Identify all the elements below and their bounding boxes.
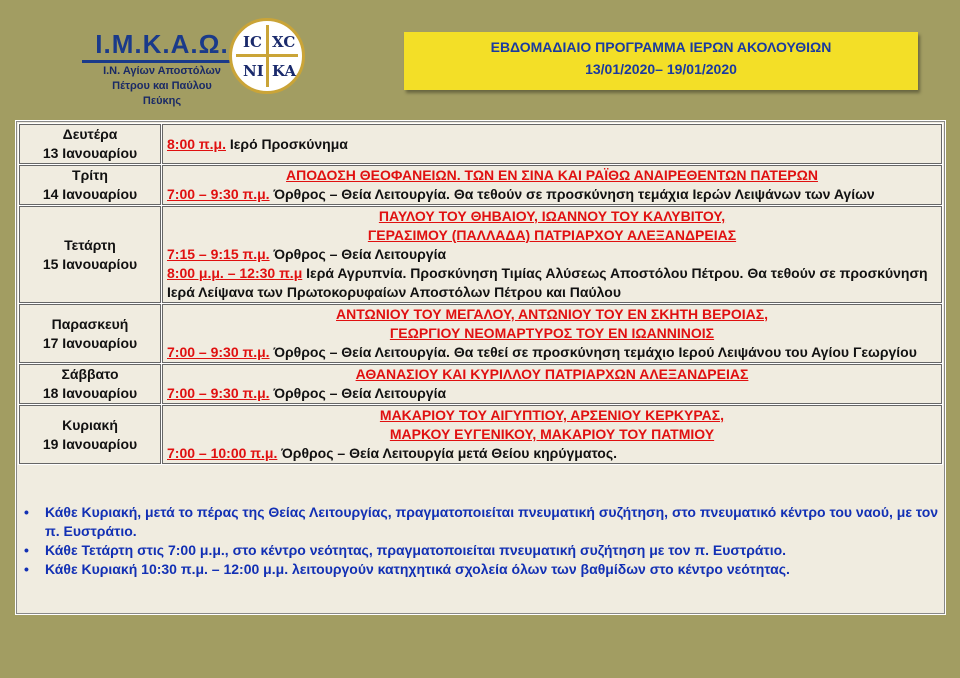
service-time: 8:00 μ.μ. – 12:30 π.μ	[167, 265, 303, 281]
day-date: 19 Ιανουαρίου	[42, 435, 138, 452]
emblem-xc: XC	[272, 33, 296, 51]
service-time: 7:00 – 9:30 π.μ.	[167, 186, 270, 202]
logo-subtitle-1: Ι.Ν. Αγίων Αποστόλων	[103, 65, 221, 77]
service-entry	[167, 444, 937, 463]
announcement-item: • Κάθε Τετάρτη στις 7:00 μ.μ., στο κέντρο νεότητας, πραγματοποιείται πνευματική συζήτηση με τον π. Ευστράτιο.	[19, 541, 939, 560]
day-date: 13 Ιανουαρίου	[42, 145, 138, 161]
table-row	[19, 304, 943, 364]
day-name: Τετάρτη	[64, 236, 116, 253]
service-text: Όρθρος – Θεία Λειτουργία	[269, 246, 447, 262]
logo-title: Ι.Μ.Κ.Α.Ω.	[82, 30, 242, 63]
service-text: Ιερά Αγρυπνία. Προσκύνηση Τιμίας Αλύσεως Αποστόλου Πέτρου. Θα τεθούν σε προσκύνηση Ιερά Λείψανα των Πρωτοκορυφαίων Αποστόλων Πέτρου και Παύλου	[167, 265, 928, 300]
service-entry	[167, 185, 937, 204]
day-name: Κυριακή	[62, 416, 118, 433]
day-name: Τρίτη	[72, 167, 108, 183]
feast-title: ΠΑΥΛΟΥ ΤΟΥ ΘΗΒΑΙΟΥ, ΙΩΑΝΝΟΥ ΤΟΥ ΚΑΛΥΒΙΤΟΥ,	[378, 208, 726, 224]
service-text: Όρθρος – Θεία Λειτουργία μετά Θείου κηρύγματος.	[277, 445, 618, 461]
table-row	[19, 165, 943, 206]
service-cell	[162, 405, 943, 465]
emblem-ni: NI	[243, 62, 264, 80]
service-entry	[167, 343, 937, 362]
day-cell	[19, 206, 162, 304]
day-date: 15 Ιανουαρίου	[42, 255, 138, 272]
feast-title: ΜΑΡΚΟΥ ΕΥΓΕΝΙΚΟΥ, ΜΑΚΑΡΙΟΥ ΤΟΥ ΠΑΤΜΙΟΥ	[389, 426, 715, 442]
table-row	[19, 124, 943, 165]
day-name: Δευτέρα	[62, 126, 118, 142]
christogram-emblem-icon	[229, 18, 305, 94]
feast-title: ΓΕΡΑΣΙΜΟΥ (ΠΑΛΛΑΔΑ) ΠΑΤΡΙΑΡΧΟΥ ΑΛΕΞΑΝΔΡΕΙΑΣ	[367, 227, 737, 243]
service-entry	[167, 135, 937, 154]
program-header	[404, 32, 918, 90]
service-text: Όρθρος – Θεία Λειτουργία. Θα τεθούν σε προσκύνηση τεμάχια Ιερών Λειψάνων των Αγίων	[269, 186, 875, 202]
service-text: Όρθρος – Θεία Λειτουργία	[269, 385, 447, 401]
logo-subtitle-2: Πέτρου και Παύλου	[112, 80, 212, 92]
schedule-panel	[15, 120, 946, 615]
announcements	[19, 503, 939, 579]
service-entry	[167, 384, 937, 403]
service-time: 7:00 – 9:30 π.μ.	[167, 344, 270, 360]
program-title: ΕΒΔΟΜΑΔΙΑΙΟ ΠΡΟΓΡΑΜΜΑ ΙΕΡΩΝ ΑΚΟΛΟΥΘΙΩΝ	[490, 39, 832, 55]
service-cell	[162, 124, 943, 165]
service-entry	[167, 264, 937, 302]
cross-horizontal	[236, 54, 298, 57]
emblem-ka: KA	[272, 62, 297, 80]
day-date: 18 Ιανουαρίου	[42, 385, 138, 401]
emblem-ic: IC	[243, 33, 262, 51]
service-cell	[162, 165, 943, 206]
day-cell	[19, 405, 162, 465]
logo-subtitle-3: Πεύκης	[142, 95, 182, 107]
service-time: 7:00 – 10:00 π.μ.	[167, 445, 278, 461]
service-time: 7:15 – 9:15 π.μ.	[167, 246, 270, 262]
church-logo	[82, 30, 242, 108]
announcement-item: • Κάθε Κυριακή 10:30 π.μ. – 12:00 μ.μ. λειτουργούν κατηχητικά σχολεία όλων των βαθμίδων στο κέντρο νεότητας.	[19, 560, 939, 579]
table-row	[19, 405, 943, 465]
service-cell	[162, 364, 943, 405]
day-name: Παρασκευή	[51, 315, 129, 332]
service-time: 8:00 π.μ.	[167, 135, 226, 152]
schedule-table	[18, 123, 943, 465]
feast-title: ΑΝΤΩΝΙΟΥ ΤΟΥ ΜΕΓΑΛΟΥ, ΑΝΤΩΝΙΟΥ ΤΟΥ ΕΝ ΣΚΗΤΗ ΒΕΡΟΙΑΣ,	[336, 306, 768, 322]
service-text: Όρθρος – Θεία Λειτουργία. Θα τεθεί σε προσκύνηση τεμάχιο Ιερού Λειψάνου του Αγίου Γεωργίου	[269, 344, 917, 360]
feast-title: ΓΕΩΡΓΙΟΥ ΝΕΟΜΑΡΤΥΡΟΣ ΤΟΥ ΕΝ ΙΩΑΝΝΙΝΟΙΣ	[389, 325, 715, 341]
feast-title: ΑΘΑΝΑΣΙΟΥ ΚΑΙ ΚΥΡΙΛΛΟΥ ΠΑΤΡΙΑΡΧΩΝ ΑΛΕΞΑΝΔΡΕΙΑΣ	[355, 366, 749, 382]
day-cell	[19, 304, 162, 364]
day-date: 17 Ιανουαρίου	[42, 334, 138, 351]
program-dates: 13/01/2020– 19/01/2020	[585, 61, 737, 77]
day-cell	[19, 165, 162, 206]
service-time: 7:00 – 9:30 π.μ.	[167, 385, 270, 401]
feast-title: ΜΑΚΑΡΙΟΥ ΤΟΥ ΑΙΓΥΠΤΙΟΥ, ΑΡΣΕΝΙΟΥ ΚΕΡΚΥΡΑΣ,	[379, 407, 725, 423]
table-row	[19, 364, 943, 405]
day-cell	[19, 364, 162, 405]
day-cell	[19, 124, 162, 165]
service-cell	[162, 206, 943, 304]
announcement-item: • Κάθε Κυριακή, μετά το πέρας της Θείας Λειτουργίας, πραγματοποιείται πνευματική συζήτηση, στο πνευματικό κέντρο του ναού, με τον π. Ευστράτιο.	[19, 503, 939, 541]
feast-title: ΑΠΟΔΟΣΗ ΘΕΟΦΑΝΕΙΩΝ. ΤΩΝ ΕΝ ΣΙΝΑ ΚΑΙ ΡΑΪΘΩ ΑΝΑΙΡΕΘΕΝΤΩΝ ΠΑΤΕΡΩΝ	[286, 167, 818, 183]
service-text: Ιερό Προσκύνημα	[225, 135, 348, 152]
day-name: Σάββατο	[61, 366, 119, 382]
day-date: 14 Ιανουαρίου	[42, 186, 138, 202]
service-cell	[162, 304, 943, 364]
service-entry	[167, 245, 937, 264]
table-row	[19, 206, 943, 304]
